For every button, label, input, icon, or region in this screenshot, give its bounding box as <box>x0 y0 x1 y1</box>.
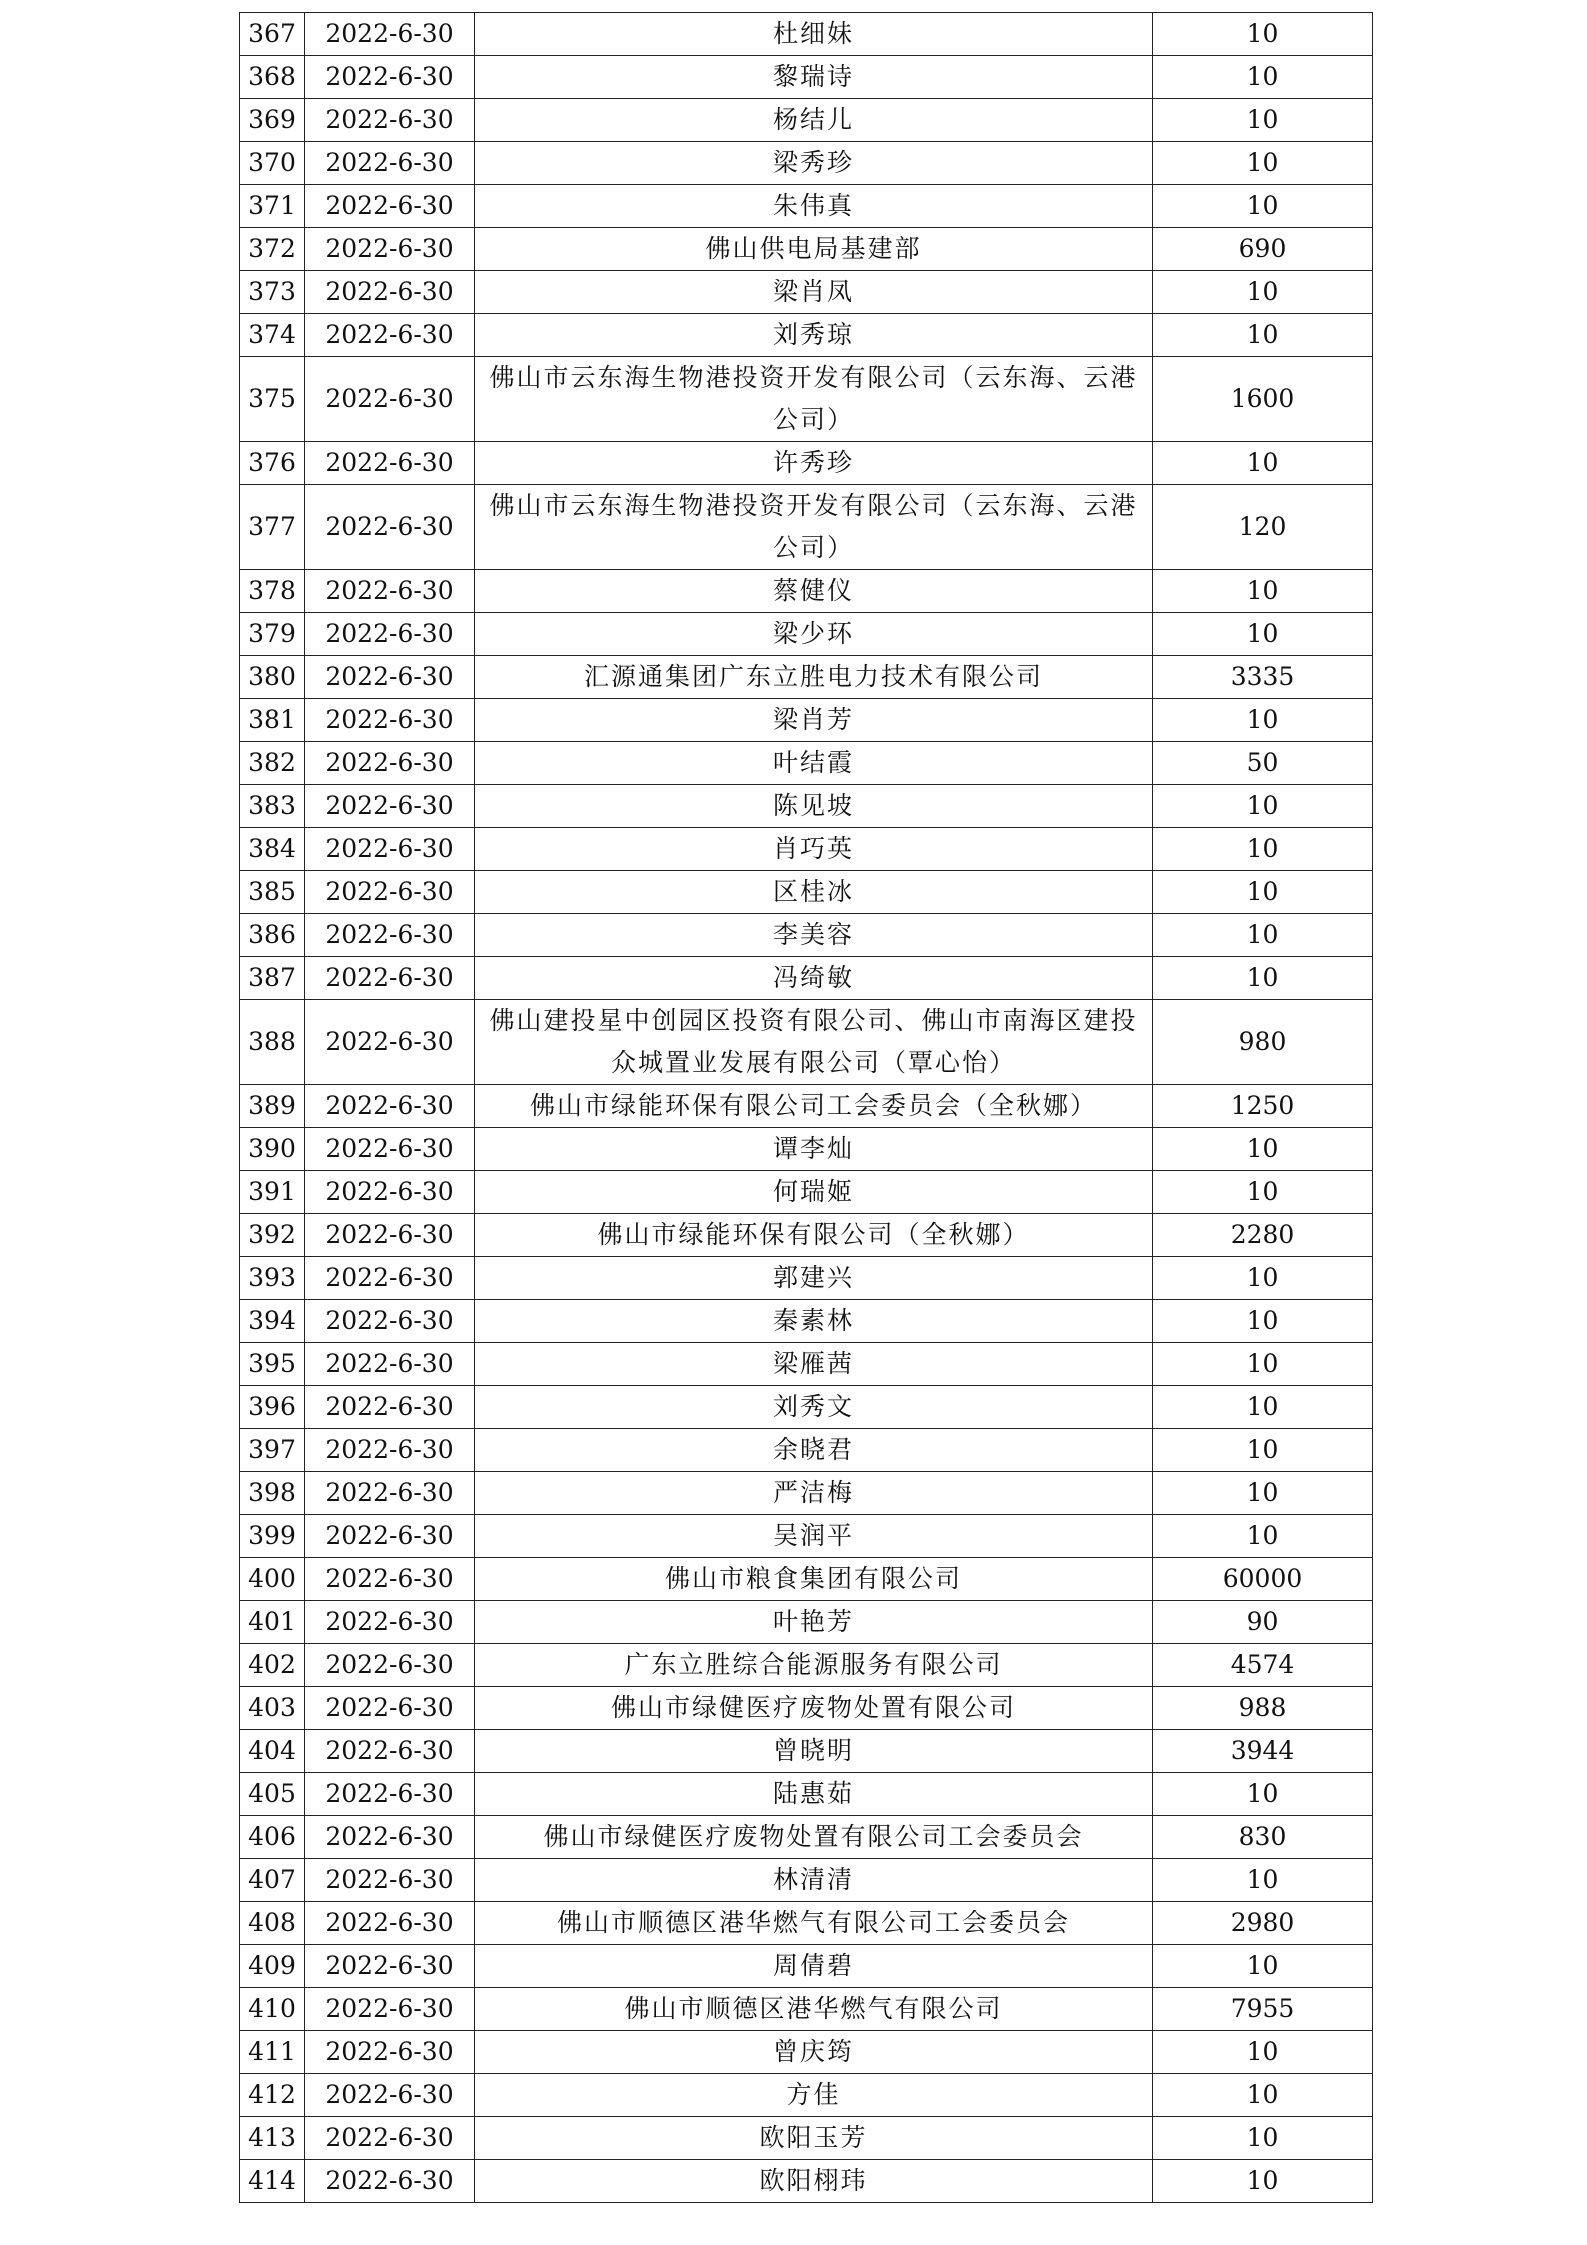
cell-amount: 10 <box>1153 957 1373 1000</box>
table-row <box>240 1730 1373 1773</box>
cell-index: 370 <box>240 142 305 185</box>
cell-date: 2022-6-30 <box>305 871 475 914</box>
cell-amount: 60000 <box>1153 1558 1373 1601</box>
cell-index: 386 <box>240 914 305 957</box>
cell-date: 2022-6-30 <box>305 271 475 314</box>
cell-date: 2022-6-30 <box>305 1171 475 1214</box>
cell-amount: 830 <box>1153 1816 1373 1859</box>
cell-date: 2022-6-30 <box>305 1859 475 1902</box>
cell-amount: 10 <box>1153 1859 1373 1902</box>
cell-index: 379 <box>240 613 305 656</box>
cell-amount: 10 <box>1153 613 1373 656</box>
table-row <box>240 142 1373 185</box>
cell-donor-name: 陈见坡 <box>475 785 1153 828</box>
cell-date: 2022-6-30 <box>305 2117 475 2160</box>
cell-index: 392 <box>240 1214 305 1257</box>
cell-index: 398 <box>240 1472 305 1515</box>
cell-donor-name: 方佳 <box>475 2074 1153 2117</box>
cell-donor-name: 欧阳玉芳 <box>475 2117 1153 2160</box>
cell-date: 2022-6-30 <box>305 742 475 785</box>
table-row <box>240 2160 1373 2203</box>
table-row <box>240 1386 1373 1429</box>
cell-donor-name: 梁肖芳 <box>475 699 1153 742</box>
cell-donor-name: 郭建兴 <box>475 1257 1153 1300</box>
table-row <box>240 442 1373 485</box>
cell-amount: 10 <box>1153 2031 1373 2074</box>
table-row <box>240 1816 1373 1859</box>
cell-donor-name: 严洁梅 <box>475 1472 1153 1515</box>
cell-date: 2022-6-30 <box>305 828 475 871</box>
table-row <box>240 1902 1373 1945</box>
cell-donor-name: 蔡健仪 <box>475 570 1153 613</box>
cell-donor-name: 佛山供电局基建部 <box>475 228 1153 271</box>
cell-amount: 3335 <box>1153 656 1373 699</box>
cell-donor-name: 肖巧英 <box>475 828 1153 871</box>
table-row <box>240 56 1373 99</box>
cell-index: 372 <box>240 228 305 271</box>
cell-date: 2022-6-30 <box>305 1300 475 1343</box>
cell-index: 393 <box>240 1257 305 1300</box>
cell-amount: 10 <box>1153 1472 1373 1515</box>
donation-table <box>239 12 1373 2203</box>
table-row <box>240 570 1373 613</box>
cell-index: 399 <box>240 1515 305 1558</box>
cell-donor-name: 叶艳芳 <box>475 1601 1153 1644</box>
cell-index: 400 <box>240 1558 305 1601</box>
cell-donor-name: 佛山市云东海生物港投资开发有限公司（云东海、云港公司） <box>475 485 1153 570</box>
cell-amount: 10 <box>1153 570 1373 613</box>
cell-index: 404 <box>240 1730 305 1773</box>
cell-amount: 10 <box>1153 185 1373 228</box>
cell-donor-name: 曾庆筠 <box>475 2031 1153 2074</box>
cell-amount: 10 <box>1153 271 1373 314</box>
table-row <box>240 1300 1373 1343</box>
cell-amount: 10 <box>1153 1515 1373 1558</box>
cell-donor-name: 叶结霞 <box>475 742 1153 785</box>
cell-index: 378 <box>240 570 305 613</box>
cell-date: 2022-6-30 <box>305 2074 475 2117</box>
table-row <box>240 742 1373 785</box>
table-row <box>240 1128 1373 1171</box>
table-row <box>240 314 1373 357</box>
cell-amount: 1250 <box>1153 1085 1373 1128</box>
cell-donor-name: 梁肖凤 <box>475 271 1153 314</box>
cell-amount: 3944 <box>1153 1730 1373 1773</box>
cell-amount: 980 <box>1153 1000 1373 1085</box>
cell-amount: 10 <box>1153 442 1373 485</box>
cell-date: 2022-6-30 <box>305 1386 475 1429</box>
cell-donor-name: 吴润平 <box>475 1515 1153 1558</box>
cell-amount: 90 <box>1153 1601 1373 1644</box>
cell-amount: 10 <box>1153 2160 1373 2203</box>
cell-amount: 120 <box>1153 485 1373 570</box>
cell-index: 390 <box>240 1128 305 1171</box>
cell-date: 2022-6-30 <box>305 1730 475 1773</box>
cell-donor-name: 冯绮敏 <box>475 957 1153 1000</box>
table-row <box>240 2031 1373 2074</box>
cell-date: 2022-6-30 <box>305 1644 475 1687</box>
cell-date: 2022-6-30 <box>305 785 475 828</box>
cell-date: 2022-6-30 <box>305 142 475 185</box>
cell-donor-name: 区桂冰 <box>475 871 1153 914</box>
donation-table-body <box>240 13 1373 2203</box>
cell-date: 2022-6-30 <box>305 656 475 699</box>
cell-amount: 10 <box>1153 142 1373 185</box>
cell-amount: 4574 <box>1153 1644 1373 1687</box>
cell-index: 373 <box>240 271 305 314</box>
table-row <box>240 1988 1373 2031</box>
cell-date: 2022-6-30 <box>305 2031 475 2074</box>
cell-amount: 10 <box>1153 1429 1373 1472</box>
cell-date: 2022-6-30 <box>305 1000 475 1085</box>
table-row <box>240 1773 1373 1816</box>
cell-amount: 10 <box>1153 2074 1373 2117</box>
table-row <box>240 1343 1373 1386</box>
cell-donor-name: 梁雁茜 <box>475 1343 1153 1386</box>
table-row <box>240 1859 1373 1902</box>
cell-amount: 50 <box>1153 742 1373 785</box>
cell-date: 2022-6-30 <box>305 1687 475 1730</box>
cell-amount: 988 <box>1153 1687 1373 1730</box>
cell-date: 2022-6-30 <box>305 442 475 485</box>
cell-date: 2022-6-30 <box>305 1472 475 1515</box>
table-row <box>240 185 1373 228</box>
cell-date: 2022-6-30 <box>305 1515 475 1558</box>
cell-index: 380 <box>240 656 305 699</box>
cell-amount: 10 <box>1153 1171 1373 1214</box>
cell-donor-name: 陆惠茹 <box>475 1773 1153 1816</box>
cell-index: 376 <box>240 442 305 485</box>
cell-amount: 10 <box>1153 1257 1373 1300</box>
cell-donor-name: 谭李灿 <box>475 1128 1153 1171</box>
cell-date: 2022-6-30 <box>305 1601 475 1644</box>
cell-date: 2022-6-30 <box>305 1902 475 1945</box>
cell-amount: 10 <box>1153 1300 1373 1343</box>
cell-index: 403 <box>240 1687 305 1730</box>
cell-index: 414 <box>240 2160 305 2203</box>
cell-index: 385 <box>240 871 305 914</box>
table-row <box>240 1429 1373 1472</box>
cell-amount: 10 <box>1153 1773 1373 1816</box>
table-row <box>240 1558 1373 1601</box>
cell-amount: 10 <box>1153 314 1373 357</box>
cell-index: 409 <box>240 1945 305 1988</box>
cell-index: 410 <box>240 1988 305 2031</box>
cell-index: 402 <box>240 1644 305 1687</box>
table-row <box>240 1171 1373 1214</box>
table-row <box>240 1472 1373 1515</box>
cell-donor-name: 周倩碧 <box>475 1945 1153 1988</box>
cell-donor-name: 佛山市粮食集团有限公司 <box>475 1558 1153 1601</box>
cell-donor-name: 佛山市绿能环保有限公司工会委员会（全秋娜） <box>475 1085 1153 1128</box>
cell-index: 375 <box>240 357 305 442</box>
table-row <box>240 699 1373 742</box>
cell-date: 2022-6-30 <box>305 570 475 613</box>
cell-index: 407 <box>240 1859 305 1902</box>
cell-donor-name: 李美容 <box>475 914 1153 957</box>
table-row <box>240 613 1373 656</box>
cell-index: 406 <box>240 1816 305 1859</box>
cell-index: 368 <box>240 56 305 99</box>
cell-index: 369 <box>240 99 305 142</box>
cell-donor-name: 曾晓明 <box>475 1730 1153 1773</box>
cell-date: 2022-6-30 <box>305 1773 475 1816</box>
cell-index: 377 <box>240 485 305 570</box>
cell-amount: 10 <box>1153 785 1373 828</box>
cell-date: 2022-6-30 <box>305 1214 475 1257</box>
table-row <box>240 914 1373 957</box>
cell-date: 2022-6-30 <box>305 357 475 442</box>
table-row <box>240 785 1373 828</box>
donation-table-container <box>239 12 1372 2203</box>
table-row <box>240 2074 1373 2117</box>
cell-date: 2022-6-30 <box>305 1816 475 1859</box>
cell-donor-name: 佛山市顺德区港华燃气有限公司 <box>475 1988 1153 2031</box>
cell-index: 374 <box>240 314 305 357</box>
cell-donor-name: 汇源通集团广东立胜电力技术有限公司 <box>475 656 1153 699</box>
cell-donor-name: 何瑞姬 <box>475 1171 1153 1214</box>
cell-amount: 690 <box>1153 228 1373 271</box>
cell-donor-name: 杨结儿 <box>475 99 1153 142</box>
table-row <box>240 228 1373 271</box>
cell-date: 2022-6-30 <box>305 957 475 1000</box>
cell-date: 2022-6-30 <box>305 13 475 56</box>
cell-date: 2022-6-30 <box>305 914 475 957</box>
cell-date: 2022-6-30 <box>305 1945 475 1988</box>
cell-donor-name: 佛山市绿能环保有限公司（全秋娜） <box>475 1214 1153 1257</box>
table-row <box>240 1257 1373 1300</box>
cell-amount: 10 <box>1153 914 1373 957</box>
cell-donor-name: 林清清 <box>475 1859 1153 1902</box>
cell-date: 2022-6-30 <box>305 185 475 228</box>
table-row <box>240 99 1373 142</box>
cell-amount: 10 <box>1153 828 1373 871</box>
cell-donor-name: 佛山建投星中创园区投资有限公司、佛山市南海区建投众城置业发展有限公司（覃心怡） <box>475 1000 1153 1085</box>
cell-index: 371 <box>240 185 305 228</box>
cell-index: 383 <box>240 785 305 828</box>
cell-date: 2022-6-30 <box>305 228 475 271</box>
cell-amount: 2980 <box>1153 1902 1373 1945</box>
cell-index: 401 <box>240 1601 305 1644</box>
cell-amount: 10 <box>1153 1343 1373 1386</box>
cell-date: 2022-6-30 <box>305 314 475 357</box>
cell-date: 2022-6-30 <box>305 99 475 142</box>
cell-index: 405 <box>240 1773 305 1816</box>
cell-donor-name: 梁秀珍 <box>475 142 1153 185</box>
cell-amount: 1600 <box>1153 357 1373 442</box>
cell-date: 2022-6-30 <box>305 1128 475 1171</box>
cell-donor-name: 余晓君 <box>475 1429 1153 1472</box>
table-row <box>240 1000 1373 1085</box>
table-row <box>240 656 1373 699</box>
cell-date: 2022-6-30 <box>305 1988 475 2031</box>
cell-amount: 10 <box>1153 2117 1373 2160</box>
cell-amount: 10 <box>1153 699 1373 742</box>
table-row <box>240 871 1373 914</box>
cell-date: 2022-6-30 <box>305 56 475 99</box>
table-row <box>240 1214 1373 1257</box>
cell-donor-name: 刘秀琼 <box>475 314 1153 357</box>
table-row <box>240 13 1373 56</box>
cell-date: 2022-6-30 <box>305 613 475 656</box>
cell-index: 389 <box>240 1085 305 1128</box>
cell-date: 2022-6-30 <box>305 1085 475 1128</box>
cell-index: 388 <box>240 1000 305 1085</box>
cell-donor-name: 许秀珍 <box>475 442 1153 485</box>
cell-index: 395 <box>240 1343 305 1386</box>
cell-index: 382 <box>240 742 305 785</box>
cell-index: 367 <box>240 13 305 56</box>
table-row <box>240 1601 1373 1644</box>
cell-amount: 10 <box>1153 56 1373 99</box>
cell-amount: 10 <box>1153 13 1373 56</box>
cell-donor-name: 刘秀文 <box>475 1386 1153 1429</box>
cell-date: 2022-6-30 <box>305 1558 475 1601</box>
cell-amount: 10 <box>1153 871 1373 914</box>
cell-amount: 7955 <box>1153 1988 1373 2031</box>
table-row <box>240 357 1373 442</box>
cell-donor-name: 秦素林 <box>475 1300 1153 1343</box>
table-row <box>240 1085 1373 1128</box>
cell-donor-name: 杜细妹 <box>475 13 1153 56</box>
table-row <box>240 1687 1373 1730</box>
table-row <box>240 1945 1373 1988</box>
table-row <box>240 271 1373 314</box>
cell-donor-name: 佛山市绿健医疗废物处置有限公司 <box>475 1687 1153 1730</box>
cell-donor-name: 佛山市顺德区港华燃气有限公司工会委员会 <box>475 1902 1153 1945</box>
cell-donor-name: 广东立胜综合能源服务有限公司 <box>475 1644 1153 1687</box>
cell-date: 2022-6-30 <box>305 1257 475 1300</box>
cell-index: 408 <box>240 1902 305 1945</box>
cell-donor-name: 黎瑞诗 <box>475 56 1153 99</box>
cell-index: 397 <box>240 1429 305 1472</box>
cell-index: 411 <box>240 2031 305 2074</box>
cell-date: 2022-6-30 <box>305 2160 475 2203</box>
table-row <box>240 2117 1373 2160</box>
table-row <box>240 485 1373 570</box>
cell-donor-name: 梁少环 <box>475 613 1153 656</box>
cell-index: 384 <box>240 828 305 871</box>
cell-amount: 10 <box>1153 1128 1373 1171</box>
cell-donor-name: 佛山市云东海生物港投资开发有限公司（云东海、云港公司） <box>475 357 1153 442</box>
table-row <box>240 1515 1373 1558</box>
cell-amount: 2280 <box>1153 1214 1373 1257</box>
cell-index: 412 <box>240 2074 305 2117</box>
cell-index: 396 <box>240 1386 305 1429</box>
cell-index: 391 <box>240 1171 305 1214</box>
table-row <box>240 828 1373 871</box>
cell-date: 2022-6-30 <box>305 699 475 742</box>
cell-index: 394 <box>240 1300 305 1343</box>
cell-amount: 10 <box>1153 1945 1373 1988</box>
table-row <box>240 957 1373 1000</box>
cell-date: 2022-6-30 <box>305 1343 475 1386</box>
cell-index: 387 <box>240 957 305 1000</box>
cell-date: 2022-6-30 <box>305 1429 475 1472</box>
cell-date: 2022-6-30 <box>305 485 475 570</box>
cell-donor-name: 朱伟真 <box>475 185 1153 228</box>
table-row <box>240 1644 1373 1687</box>
cell-donor-name: 欧阳栩玮 <box>475 2160 1153 2203</box>
cell-index: 381 <box>240 699 305 742</box>
cell-index: 413 <box>240 2117 305 2160</box>
cell-donor-name: 佛山市绿健医疗废物处置有限公司工会委员会 <box>475 1816 1153 1859</box>
cell-amount: 10 <box>1153 1386 1373 1429</box>
cell-amount: 10 <box>1153 99 1373 142</box>
